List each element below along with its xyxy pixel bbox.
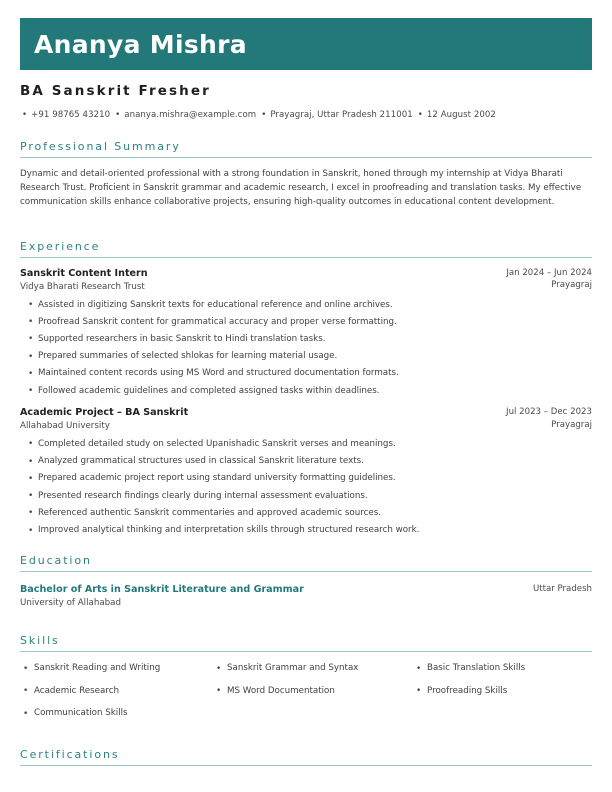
section-skills [20, 634, 592, 731]
bullet-icon [20, 110, 31, 120]
contact-dob: 12 August 2002 [426, 110, 496, 120]
skills-grid [20, 663, 592, 731]
list-item: • Presented research findings clearly during internal assessment evaluations. [20, 491, 592, 503]
experience-entry-header [20, 267, 592, 294]
experience-organization: Vidya Bharati Research Trust [20, 281, 145, 292]
experience-entry-header [20, 406, 592, 433]
section-title-education: Education [20, 554, 92, 567]
contact-location: Prayagraj, Uttar Pradesh 211001 [270, 110, 413, 120]
education-degree: Bachelor of Arts in Sanskrit Literature and Grammar [20, 584, 304, 595]
experience-entry [20, 267, 592, 397]
experience-location: Prayagraj [551, 280, 592, 291]
education-entry [20, 583, 592, 610]
section-experience [20, 240, 592, 542]
experience-entry [20, 406, 592, 536]
list-item: • Followed academic guidelines and completed assigned tasks within deadlines. [20, 386, 592, 398]
education-entry-left [20, 583, 523, 610]
list-item: • Completed detailed study on selected Upanishadic Sanskrit verses and meanings. [20, 439, 592, 451]
list-item: • Proofreading Skills [413, 686, 592, 698]
list-item: • Sanskrit Reading and Writing [20, 663, 213, 675]
experience-bullet-list [20, 439, 592, 537]
experience-body [20, 258, 592, 537]
education-entry-right [523, 583, 592, 595]
contact-email: ananya.mishra@example.com [124, 110, 257, 120]
experience-entry-left [20, 406, 496, 433]
experience-dates: Jan 2024 – Jun 2024 [506, 268, 592, 278]
experience-dates: Jul 2023 – Dec 2023 [506, 407, 592, 418]
experience-job-title: Academic Project – BA Sanskrit [20, 407, 189, 419]
education-school: University of Allahabad [20, 597, 121, 608]
experience-entry-right [496, 406, 592, 431]
bullet-icon [416, 110, 427, 120]
contact-line [20, 110, 499, 120]
section-divider [20, 765, 592, 766]
bullet-icon [113, 110, 124, 120]
summary-body [20, 158, 592, 209]
experience-organization: Allahabad University [20, 421, 110, 432]
experience-job-title: Sanskrit Content Intern [20, 268, 148, 279]
name-banner [20, 18, 592, 70]
contact-phone: +91 98765 43210 [31, 110, 111, 120]
section-professional-summary [20, 140, 592, 209]
list-item: • Prepared summaries of selected shlokas for learning material usage. [20, 351, 592, 363]
candidate-headline: BA Sanskrit Fresher [20, 83, 211, 99]
list-item: • Improved analytical thinking and interpretation skills through structured research work. [20, 525, 592, 537]
list-item: • MS Word Documentation [213, 686, 413, 698]
list-item: • Analyzed grammatical structures used in classical Sanskrit literature texts. [20, 456, 592, 468]
list-item: • Proofread Sanskrit content for grammatical accuracy and proper verse formatting. [20, 317, 592, 329]
skills-grid-spacer [213, 708, 413, 720]
section-title-skills: Skills [20, 634, 60, 647]
list-item: • Supported researchers in basic Sanskrit to Hindi translation tasks. [20, 334, 592, 346]
experience-bullet-list [20, 300, 592, 398]
section-title-experience: Experience [20, 240, 101, 253]
education-body [20, 572, 592, 610]
list-item: • Basic Translation Skills [413, 663, 592, 675]
bullet-icon [259, 110, 270, 120]
section-certifications [20, 748, 592, 766]
list-item: • Maintained content records using MS Word and structured documentation formats. [20, 368, 592, 380]
candidate-name: Ananya Mishra [34, 29, 247, 59]
experience-location: Prayagraj [551, 419, 592, 430]
section-title-certifications: Certifications [20, 748, 120, 761]
list-item: • Prepared academic project report using standard university formatting guidelines. [20, 473, 592, 485]
list-item: • Academic Research [20, 686, 213, 698]
education-region: Uttar Pradesh [532, 584, 592, 594]
experience-entry-right [496, 267, 592, 292]
experience-entry-left [20, 267, 496, 294]
list-item: • Referenced authentic Sanskrit commentaries and approved academic sources. [20, 508, 592, 520]
summary-text: Dynamic and detail-oriented professional with a strong foundation in Sanskrit, honed through my internship at Vidya Bharati Research Trust. Proficient in Sanskrit grammar and academic research, I excel in proofreading and translation tasks. My effective communication skills enhance collaborative projects, ensuring high-quality outcomes in educational content development. [20, 169, 582, 208]
section-education [20, 554, 592, 612]
section-title-summary: Professional Summary [20, 140, 181, 153]
list-item: • Sanskrit Grammar and Syntax [213, 663, 413, 675]
education-entry-header [20, 583, 592, 610]
list-item: • Communication Skills [20, 708, 213, 720]
skills-body [20, 652, 592, 731]
skills-grid-spacer [413, 708, 592, 720]
list-item: • Assisted in digitizing Sanskrit texts for educational reference and online archives. [20, 300, 592, 312]
